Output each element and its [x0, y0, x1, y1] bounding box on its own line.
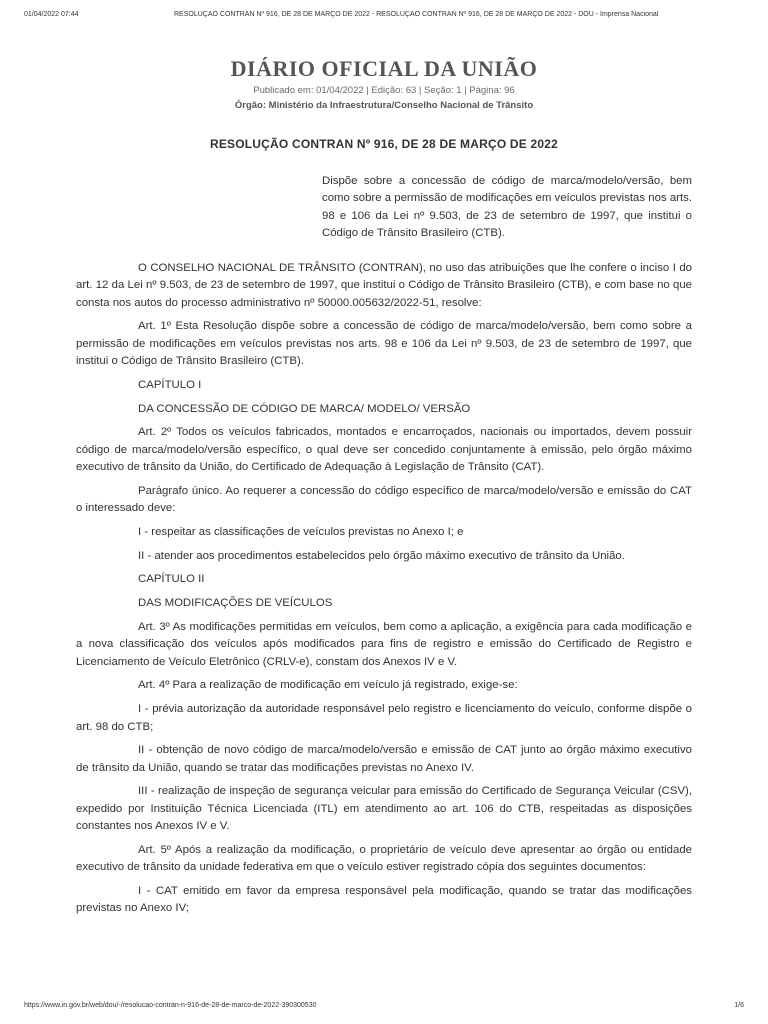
orgao-label: Órgão: — [234, 100, 267, 111]
page-url: https://www.in.gov.br/web/dou/-/resolucao-contran-n-916-de-28-de-marco-de-2022-390300530 — [24, 1002, 317, 1009]
page-number: 1/6 — [734, 1002, 744, 1009]
article-4: Art. 4º Para a realização de modificação em veículo já registrado, exige-se: — [138, 679, 518, 692]
inciso: II - atender aos procedimentos estabelecidos pelo órgão máximo executivo de trânsito da União. — [138, 549, 625, 562]
chapter-heading: CAPÍTULO II — [138, 573, 205, 586]
print-header — [24, 11, 744, 23]
document-body — [76, 260, 692, 924]
publication-meta: Publicado em: 01/04/2022 | Edição: 63 | Seção: 1 | Página: 96 — [253, 85, 515, 96]
article-3: Art. 3º As modificações permitidas em veículos, bem como a aplicação, a exigência para cada modificação e a nova classificação dos veículos após modificados para fins de registro e emissão do Certificado de Registro e Licenciamento de Veículo Eletrônico (CRLV-e), constam dos Anexos IV e V. — [76, 621, 692, 668]
inciso: I - prévia autorização da autoridade responsável pelo registro e licenciamento do veículo, conforme dispõe o art. 98 do CTB; — [76, 703, 692, 733]
chapter-heading: CAPÍTULO I — [138, 378, 202, 391]
article-1: Art. 1º Esta Resolução dispõe sobre a concessão de código de marca/modelo/versão, bem como sobre a permissão de modificações em veículos previstas nos arts. 98 e 106 da Lei nº 9.503, de 23 de setembro de 1997, que institui o Código de Trânsito Brasileiro (CTB). — [76, 320, 692, 367]
article-2: Art. 2º Todos os veículos fabricados, montados e encarroçados, nacionais ou importados, devem possuir código de marca/modelo/versão específico, o qual deve ser concedido conjuntamente à emissão, pelo órgão máximo executivo de trânsito da União, do Certificado de Adequação à Legislação de Trânsito (CAT). — [76, 426, 692, 473]
inciso: III - realização de inspeção de segurança veicular para emissão do Certificado de Segurança Veicular (CSV), expedido por Instituição Técnica Licenciada (ITL) em atendimento ao art. 106 do CTB, respeitadas as disposições constantes nos Anexos IV e V. — [76, 785, 692, 833]
chapter-title: DAS MODIFICAÇÕES DE VEÍCULOS — [138, 597, 333, 610]
inciso: II - obtenção de novo código de marca/modelo/versão e emissão de CAT junto ao órgão máximo executivo de trânsito da União, quando se tratar das modificações previstas no Anexo IV. — [76, 744, 692, 774]
print-timestamp: 01/04/2022 07:44 — [24, 11, 79, 18]
ementa: Dispõe sobre a concessão de código de marca/modelo/versão, bem como sobre a permissão de modificações em veículos previstas nos arts. 98 e 106 da Lei nº 9.503, de 23 de setembro de 1997, que institui o Código de Trânsito Brasileiro (CTB). — [322, 175, 692, 240]
print-page-title: RESOLUÇÃO CONTRAN Nº 916, DE 28 DE MARÇO DE 2022 - RESOLUÇÃO CONTRAN Nº 916, DE 28 DE MARÇO DE 2022 - DOU - Imprensa Nacional — [174, 11, 659, 18]
orgao-value: Ministério da Infraestrutura/Conselho Nacional de Trânsito — [268, 100, 534, 111]
preamble-paragraph: O CONSELHO NACIONAL DE TRÂNSITO (CONTRAN), no uso das atribuições que lhe confere o inciso I do art. 12 da Lei nº 9.503, de 23 de setembro de 1997, que institui o Código de Trânsito Brasileiro (CTB), e com base no que consta nos autos do processo administrativo nº 50000.005632/2022-51, resolve: — [76, 262, 692, 309]
resolution-title: RESOLUÇÃO CONTRAN Nº 916, DE 28 DE MARÇO DE 2022 — [209, 137, 559, 151]
paragraph-unico: Parágrafo único. Ao requerer a concessão do código específico de marca/modelo/versão e emissão do CAT o interessado deve: — [76, 484, 692, 515]
publication-name: DIÁRIO OFICIAL DA UNIÃO — [230, 56, 538, 81]
print-footer — [24, 1002, 744, 1014]
inciso: I - CAT emitido em favor da empresa responsável pela modificação, quando se tratar das modificações previstas no Anexo IV; — [76, 884, 692, 915]
masthead — [0, 56, 768, 111]
article-5: Art. 5º Após a realização da modificação, o proprietário de veículo deve apresentar ao órgão ou entidade executivo de trânsito da unidade federativa em que o veículo estiver registrado cópia dos seguintes documentos: — [76, 843, 692, 874]
chapter-title: DA CONCESSÃO DE CÓDIGO DE MARCA/ MODELO/ VERSÃO — [138, 402, 471, 415]
orgao-line — [0, 100, 768, 111]
inciso: I - respeitar as classificações de veículos previstas no Anexo I; e — [138, 525, 464, 538]
